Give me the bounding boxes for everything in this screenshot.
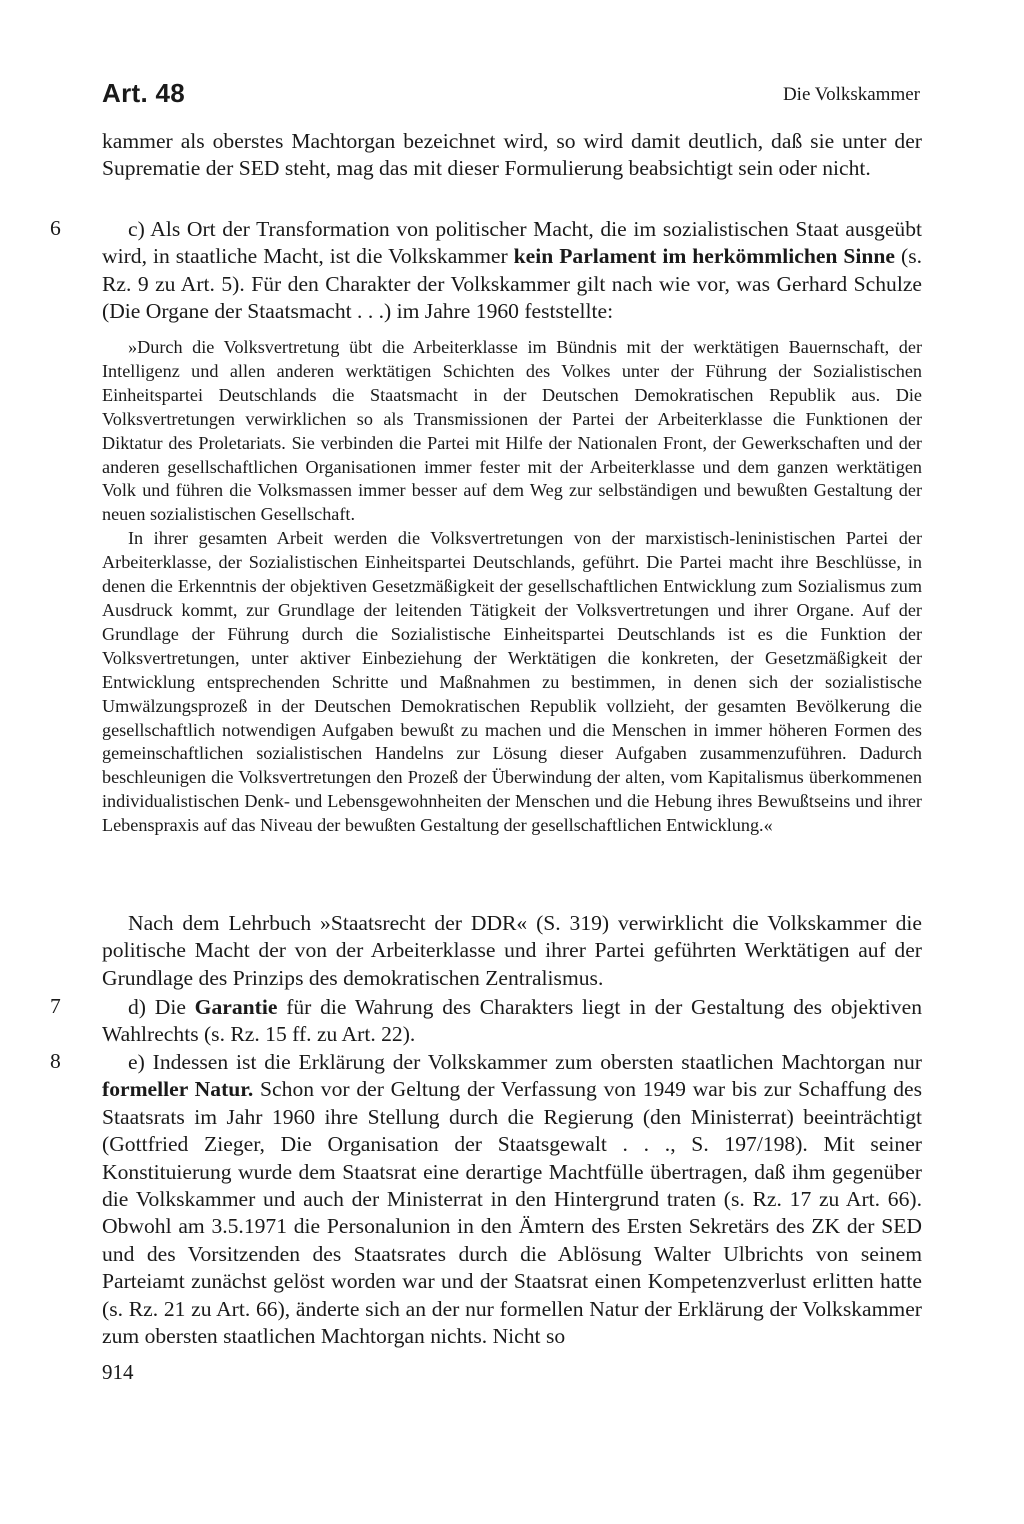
paragraph-text: (s. Rz. 9 zu Art. 5). Für den Charakter der Volkskammer gilt nach wie vor, was Gerhard Schulze (Die Organe der Staatsmacht . . .) im Jahre 1960 feststellte: <box>102 244 922 324</box>
emphasis-text: kein Parlament im herkömmlichen Sinne <box>513 244 896 269</box>
paragraph-7 <box>102 994 922 1049</box>
paragraph-text: Nach dem Lehrbuch »Staatsrecht der DDR« (S. 319) verwirklicht die Volkskammer die politische Macht der von der Arbeiterklasse und ihrer Partei geführten Werktätigen auf der Grundlage des Prinzips des demokratischen Zentralismus. <box>102 911 922 990</box>
paragraph-text: e) Indessen ist die Erklärung der Volkskammer zum obersten staatlichen Machtorgan nur <box>128 1050 922 1074</box>
paragraph-text: kammer als oberstes Machtorgan bezeichnet wird, so wird damit deutlich, daß sie unter der Suprematie der SED steht, mag das mit dieser Formulierung beabsichtigt sein oder nicht. <box>102 129 922 181</box>
margin-number: 7 <box>50 994 61 1018</box>
emphasis-text: Garantie <box>194 995 278 1019</box>
margin-number: 6 <box>50 216 61 240</box>
paragraph-text: c) Als Ort der Transformation von politischer Macht, die im sozialistischen Staat ausgeübt wird, in staatliche Macht, ist die Volkskammer <box>102 217 922 269</box>
running-head: Die Volkskammer <box>782 84 920 105</box>
paragraph-8 <box>102 1049 922 1350</box>
paragraph-6 <box>102 216 922 326</box>
paragraph-lehrbuch <box>102 910 922 992</box>
paragraph-continuation <box>102 128 922 183</box>
emphasis-text: formeller Natur. <box>102 1077 254 1102</box>
margin-number: 8 <box>50 1049 61 1073</box>
paragraph-text: Schon vor der Geltung der Verfassung von 1949 war bis zur Schaffung des Staatsrats im Jahr 1960 ihre Stellung durch die Regierung (den Ministerrat) beeinträchtigt (Gottfried Zieger, Die Organisation der Staatsgewalt . . ., S. 197/198). Mit seiner Konstituierung wurde dem Staatsrat eine derartige Machtfülle übertragen, daß ihm gegenüber die Volkskammer und auch der Ministerrat in den Hintergrund traten (s. Rz. 17 zu Art. 66). Obwohl am 3.5.1971 die Personalunion in den Ämtern des Ersten Sekretärs des ZK der SED und des Vorsitzenden des Staatsrates durch die Ablösung Walter Ulbrichts von seinem Parteiamt zunächst gelöst worden war und der Staatsrat einen Kompetenzverlust erlitten hatte (s. Rz. 21 zu Art. 66), änderte sich an der nur formellen Natur der Erklärung der Volkskammer zum obersten staatlichen Machtorgan nichts. Nicht so <box>102 1077 923 1349</box>
article-heading: Art. 48 <box>102 78 186 108</box>
block-quote <box>102 336 922 838</box>
quote-paragraph-2: In ihrer gesamten Arbeit werden die Volksvertretungen von der marxistisch-leninistischen Partei der Arbeiterklasse, der Sozialistischen Einheitspartei Deutschlands, geführt. Die Partei macht ihre Beschlüsse, in denen die Erkenntnis der objektiven Gesetzmäßigkeit der gesellschaftlichen Entwicklung zum Sozialismus zum Ausdruck kommt, zur Grundlage der leitenden Tätigkeit der Volksvertretungen und ihrer Organe. Auf der Grundlage der Führung durch die Sozialistische Einheitspartei Deutschlands ist es die Funktion der Volksvertretungen, unter aktiver Einbeziehung der Werktätigen die konkreten, der Gesetzmäßigkeit der Entwicklung entsprechenden Schritte und Maßnahmen zu bestimmen, in denen sich der sozialistische Umwälzungsprozeß in der Deutschen Demokratischen Republik vollzieht, der gesamten Bevölkerung die gesellschaftlich notwendigen Aufgaben bewußt zu machen und die Menschen in immer höheren Formen des gemeinschaftlichen sozialistischen Handelns zur Lösung dieser Aufgaben zusammenzuführen. Dadurch beschleunigen die Volksvertretungen den Prozeß der Überwindung der alten, vom Kapitalismus überkommenen individualistischen Denk- und Lebensgewohnheiten der Menschen und die Hebung ihres Bewußtseins und ihrer Lebenspraxis auf das Niveau der bewußten Gestaltung der gesellschaftlichen Entwicklung.« <box>102 528 922 836</box>
paragraph-text: d) Die <box>128 995 186 1019</box>
paragraph-text: für die Wahrung des Charakters liegt in der Gestaltung des objektiven Wahlrechts (s. Rz. 15 ff. zu Art. 22). <box>102 995 922 1047</box>
quote-paragraph-1: »Durch die Volksvertretung übt die Arbeiterklasse im Bündnis mit der werktätigen Bauernschaft, der Intelligenz und allen anderen werktätigen Schichten des Volkes unter der Führung der Sozialistischen Einheitspartei Deutschlands die Staatsmacht in der Deutschen Demokratischen Republik aus. Die Volksvertretungen verwirklichen so als Transmissionen der Partei der Arbeiterklasse die Funktionen der Diktatur des Proletariats. Sie verbinden die Partei mit Hilfe der Nationalen Front, der Gewerkschaften und der anderen gesellschaftlichen Organisationen immer fester mit der Arbeiterklasse und dem ganzen werktätigen Volk und führen die Volksmassen immer besser auf dem Weg zur selbständigen und bewußten Gestaltung der neuen sozialistischen Gesellschaft. <box>102 337 922 525</box>
page-number: 914 <box>102 1360 134 1384</box>
